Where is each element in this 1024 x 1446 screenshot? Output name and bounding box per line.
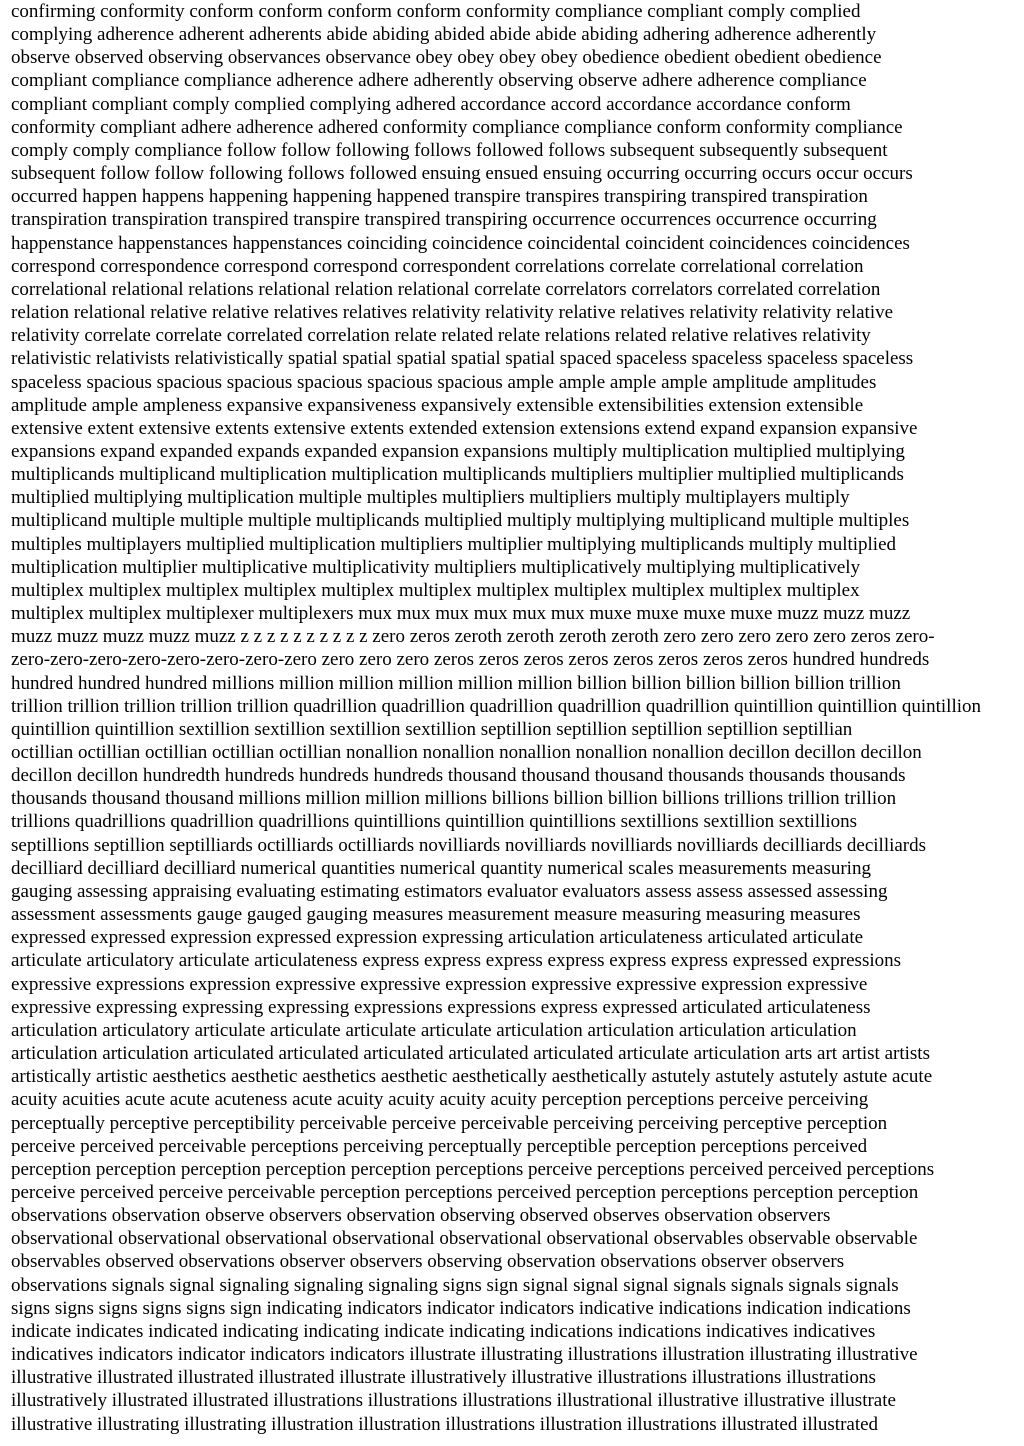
text-line-32: quintillion quintillion sextillion sextillion sextillion sextillion septillion septillion septillion septillion septillian (11, 718, 853, 740)
text-line-28: muzz muzz muzz muzz muzz z z z z z z z z z z zero zeros zeroth zeroth zeroth zeroth zero zero zero zero zero zeros zero- (11, 626, 935, 648)
text-line-37: septillions septillion septilliards octilliards octilliards novilliards novilliards novilliards novilliards decilliards decilliards (11, 834, 927, 856)
text-line-25: multiplication multiplier multiplicative multiplicativity multipliers multiplicatively multiplying multiplicatively (11, 556, 861, 578)
text-line-53: observations observation observe observers observation observing observed observes observation observers (11, 1205, 831, 1227)
text-line-29: zero-zero-zero-zero-zero-zero-zero-zero zero zero zero zeros zeros zeros zeros zeros zeros zeros zeros hundred hundreds (11, 649, 930, 671)
text-line-47: artistically artistic aesthetics aesthetic aesthetics aesthetic aesthetically aesthetically astutely astutely astutely astute acute (11, 1066, 933, 1088)
text-line-44: expressive expressing expressing expressing expressions expressions express expressed articulated articulateness (11, 996, 871, 1018)
text-line-33: octillian octillian octillian octillian octillian nonallion nonallion nonallion nonallion nonallion decillon decillon decillon (11, 742, 922, 763)
text-line-8: subsequent follow follow following follows followed ensuing ensued ensuing occurring occurring occurs occur occurs (11, 163, 913, 185)
text-line-24: multiples multiplayers multiplied multiplication multipliers multiplier multiplying multiplicands multiply multiplied (11, 533, 897, 555)
text-line-10: transpiration transpiration transpired transpire transpired transpiring occurrence occurrences occurrence occurring (11, 209, 877, 231)
document-body (11, 0, 1015, 1436)
text-line-58: indicate indicates indicated indicating indicating indicate indicating indications indications indicatives indicatives (11, 1320, 876, 1342)
text-line-22: multiplied multiplying multiplication multiple multiples multipliers multipliers multiply multiplayers multiply (11, 487, 850, 509)
text-line-11: happenstance happenstances happenstances coinciding coincidence coincidental coincident coincidences coincidences (11, 232, 910, 254)
text-line-15: relativity correlate correlate correlated correlation relate related relate relations related relative relatives relativity (11, 325, 871, 347)
text-line-54: observational observational observational observational observational observational observables observable observable (11, 1228, 918, 1250)
text-line-18: amplitude ample ampleness expansive expansiveness expansively extensible extensibilities extension extensible (11, 394, 864, 416)
text-line-52: perceive perceived perceive perceivable perception perceptions perceived perception perceptions perception perception (11, 1181, 919, 1203)
text-line-3: observe observed observing observances observance obey obey obey obey obedience obedient obedient obedience (11, 47, 882, 69)
text-line-5: compliant compliant comply complied complying adhered accordance accord accordance accordance conform (11, 93, 851, 115)
text-line-35: thousands thousand thousand millions million million millions billions billion billion billions trillions trillion trillion (11, 788, 897, 810)
text-line-19: extensive extent extensive extents extensive extents extended extension extensions extend expand expansion expansive (11, 417, 918, 439)
text-line-39: gauging assessing appraising evaluating estimating estimators evaluator evaluators assess assess assessed assessing (11, 880, 888, 902)
text-line-9: occurred happen happens happening happening happened transpire transpires transpiring transpired transpiration (11, 186, 868, 208)
text-line-20: expansions expand expanded expands expanded expansion expansions multiply multiplication multiplied multiplying (11, 440, 905, 462)
text-line-49: perceptually perceptive perceptibility perceivable perceive perceivable perceiving perceiving perceptive perception (11, 1112, 888, 1134)
text-line-46: articulation articulation articulated articulated articulated articulated articulated articulate articulation arts art artist artists (11, 1043, 930, 1065)
text-line-61: illustratively illustrated illustrated illustrations illustrations illustrations illustrational illustrative illustrative illustrate (11, 1390, 896, 1412)
text-line-42: articulate articulatory articulate articulateness express express express express express express expressed expressions (11, 950, 902, 972)
text-line-23: multiplicand multiple multiple multiple multiplicands multiplied multiply multiplying multiplicand multiple multiples (11, 510, 910, 532)
text-line-31: trillion trillion trillion trillion trillion quadrillion quadrillion quadrillion quadrillion quadrillion quintillion quintillion quintillion (11, 695, 982, 717)
text-line-34: decillon decillon hundredth hundreds hundreds hundreds thousand thousand thousand thousands thousands thousands (11, 765, 906, 787)
text-line-12: correspond correspondence correspond correspond correspondent correlations correlate correlational correlation (11, 255, 864, 277)
text-line-41: expressed expressed expression expressed expression expressing articulation articulateness articulated articulate (11, 927, 864, 949)
text-line-56: observations signals signal signaling signaling signaling signs sign signal signal signal signals signals signals signals (11, 1274, 899, 1296)
text-line-14: relation relational relative relative relatives relatives relativity relativity relative relatives relativity relativity relative (11, 302, 894, 324)
text-line-43: expressive expressions expression expressive expressive expression expressive expressive expression expressive (11, 973, 868, 995)
text-line-2: complying adherence adherent adherents abide abiding abided abide abide abiding adhering adherence adherently (11, 24, 877, 46)
text-line-1: confirming conformity conform conform conform conform conformity compliance compliant comply complied (11, 1, 861, 22)
text-line-62: illustrative illustrating illustrating illustration illustration illustrations illustration illustrations illustrated illustrated (11, 1413, 879, 1435)
text-line-13: correlational relational relations relational relation relational correlate correlators correlators correlated correlation (11, 278, 881, 300)
text-line-36: trillions quadrillions quadrillion quadrillions quintillions quintillion quintillions sextillions sextillion sextillions (11, 811, 858, 833)
text-line-26: multiplex multiplex multiplex multiplex multiplex multiplex multiplex multiplex multiplex multiplex multiplex (11, 579, 860, 601)
text-line-7: comply comply compliance follow follow following follows followed follows subsequent subsequently subsequent (11, 139, 888, 161)
text-line-51: perception perception perception perception perception perceptions perceive perceptions perceived perceived perceptions (11, 1158, 935, 1180)
text-line-50: perceive perceived perceivable perceptions perceiving perceptually perceptible perception perceptions perceived (11, 1135, 868, 1157)
text-line-21: multiplicands multiplicand multiplication multiplication multiplicands multipliers multiplier multiplied multiplicands (11, 464, 904, 486)
text-line-6: conformity compliant adhere adherence adhered conformity compliance compliance conform conformity compliance (11, 116, 903, 138)
text-line-16: relativistic relativists relativistically spatial spatial spatial spatial spatial spaced spaceless spaceless spaceless spaceless (11, 348, 914, 370)
text-line-45: articulation articulatory articulate articulate articulate articulate articulation articulation articulation articulation (11, 1019, 857, 1041)
text-line-60: illustrative illustrated illustrated illustrated illustrate illustratively illustrative illustrations illustrations illustrations (11, 1367, 876, 1389)
text-line-17: spaceless spacious spacious spacious spacious spacious spacious ample ample ample ample amplitude amplitudes (11, 371, 877, 393)
text-line-40: assessment assessments gauge gauged gauging measures measurement measure measuring measuring measures (11, 904, 861, 926)
text-line-4: compliant compliance compliance adherence adhere adherently observing observe adhere adherence compliance (11, 70, 867, 92)
text-line-55: observables observed observations observer observers observing observation observations observer observers (11, 1251, 845, 1273)
text-line-30: hundred hundred hundred millions million million million million million billion billion billion billion billion trillion (11, 672, 901, 694)
text-line-48: acuity acuities acute acute acuteness acute acuity acuity acuity acuity perception perceptions perceive perceiving (11, 1089, 869, 1111)
text-line-59: indicatives indicators indicator indicators indicators illustrate illustrating illustrations illustration illustrating illustrative (11, 1344, 918, 1366)
text-line-38: decilliard decilliard decilliard numerical quantities numerical quantity numerical scales measurements measuring (11, 857, 871, 879)
text-line-27: multiplex multiplex multiplexer multiplexers mux mux mux mux mux mux muxe muxe muxe muxe muzz muzz muzz (11, 603, 911, 625)
text-line-57: signs signs signs signs signs sign indicating indicators indicator indicators indicative indications indication indications (11, 1297, 911, 1319)
